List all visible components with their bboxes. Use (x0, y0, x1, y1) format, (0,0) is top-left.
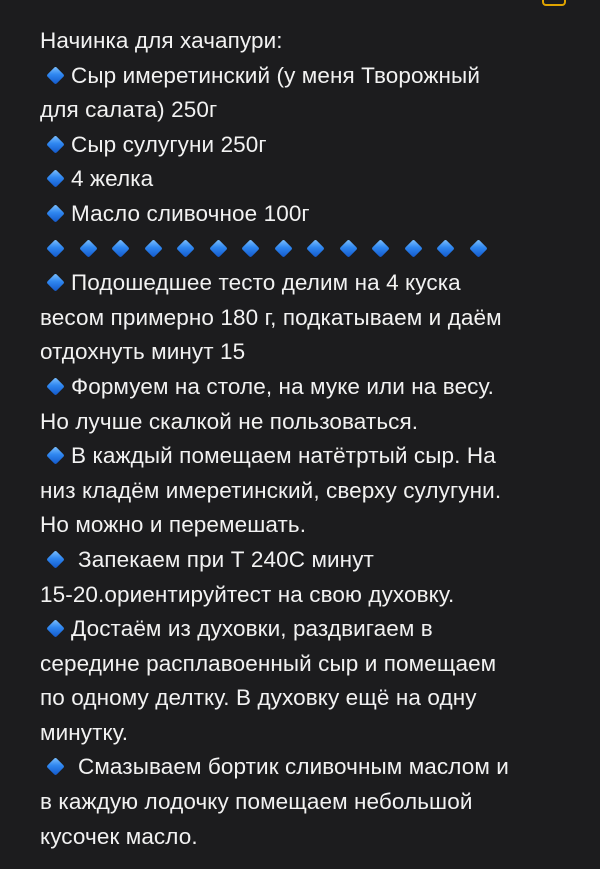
blue-diamond-icon (144, 239, 162, 257)
blue-diamond-icon (306, 239, 324, 257)
blue-diamond-icon (46, 204, 64, 222)
diamond-divider (40, 232, 580, 267)
blue-diamond-icon (46, 446, 64, 464)
blue-diamond-icon (469, 239, 487, 257)
blue-diamond-icon (46, 135, 64, 153)
step-line-cont: середине расплавоенный сыр и помещаем (40, 650, 497, 676)
blue-diamond-icon (46, 550, 64, 568)
step-line: Подошедшее тесто делим на 4 куска (40, 266, 580, 301)
blue-diamond-icon (111, 239, 129, 257)
blue-diamond-icon (274, 239, 292, 257)
step-line-cont: весом примерно 180 г, подкатываем и даём (40, 304, 502, 330)
step-line-cont: Но можно и перемешать. (40, 512, 307, 538)
step-line-cont: кусочек масло. (40, 823, 198, 849)
ingredient-line-cont: для салата) 250г (40, 97, 218, 123)
step-line-cont: Но лучше скалкой не пользоваться. (40, 408, 419, 434)
blue-diamond-icon (209, 239, 227, 257)
step-line-cont: 15-20.ориентируйтест на свою духовку. (40, 581, 455, 607)
step-line-cont: по одному делтку. В духовку ещё на одну (40, 685, 477, 711)
step-line-cont: минутку. (40, 719, 129, 745)
ingredient-line: Сыр сулугуни 250г (40, 128, 580, 163)
compose-icon[interactable] (542, 0, 566, 6)
note-body[interactable] (40, 24, 580, 854)
blue-diamond-icon (46, 758, 64, 776)
blue-diamond-icon (241, 239, 259, 257)
step-line-cont: отдохнуть минут 15 (40, 339, 246, 365)
ingredient-line: 4 желка (40, 162, 580, 197)
blue-diamond-icon (46, 170, 64, 188)
step-line: Достаём из духовки, раздвигаем в (40, 612, 580, 647)
blue-diamond-icon (46, 66, 64, 84)
blue-diamond-icon (404, 239, 422, 257)
step-line: В каждый помещаем натётртый сыр. На (40, 439, 580, 474)
blue-diamond-icon (436, 239, 454, 257)
step-line: Смазываем бортик сливочным маслом и (40, 750, 580, 785)
blue-diamond-icon (46, 619, 64, 637)
step-line-cont: в каждую лодочку помещаем небольшой (40, 789, 473, 815)
blue-diamond-icon (371, 239, 389, 257)
step-line-cont: низ кладём имеретинский, сверху сулугуни. (40, 477, 502, 503)
blue-diamond-icon (46, 273, 64, 291)
blue-diamond-icon (176, 239, 194, 257)
ingredient-line: Сыр имеретинский (у меня Творожный (40, 59, 580, 94)
step-line: Формуем на столе, на муке или на весу. (40, 370, 580, 405)
step-line: Запекаем при Т 240С минут (40, 543, 580, 578)
note-title: Начинка для хачапури: (40, 28, 283, 53)
blue-diamond-icon (79, 239, 97, 257)
blue-diamond-icon (46, 239, 64, 257)
blue-diamond-icon (46, 377, 64, 395)
blue-diamond-icon (339, 239, 357, 257)
ingredient-line: Масло сливочное 100г (40, 197, 580, 232)
